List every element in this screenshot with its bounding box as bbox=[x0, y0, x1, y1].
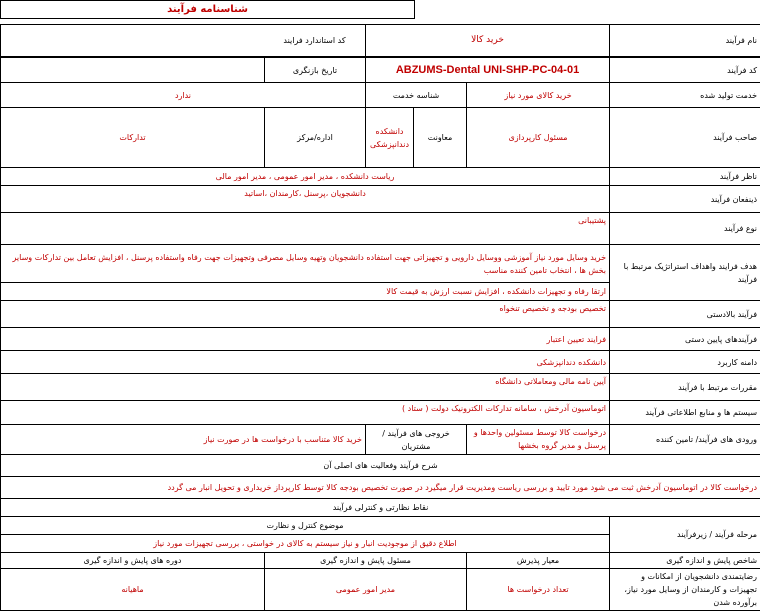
service-value: خرید کالای مورد نیاز bbox=[467, 83, 610, 108]
control-subject-value: اطلاع دقیق از موجودیت انبار و نیاز سیستم به کالای در خواستی ، بررسی تجهیزات مورد نیاز bbox=[1, 535, 610, 553]
io-input-value: درخواست کالا توسط مسئولین واحدها و پرسنل و مدیر گروه بخشها bbox=[467, 425, 610, 455]
outputs-label: خروجی های فرآیند / مشتریان bbox=[366, 425, 467, 455]
lower-label: فرآیندهای پایین دستی bbox=[610, 328, 760, 351]
process-code-value: ABZUMS-Dental UNI-SHP-PC-04-01 bbox=[366, 58, 610, 83]
faculty-value: دانشکده دندانپزشکی bbox=[366, 108, 414, 168]
owner-label: صاحب فرآیند bbox=[610, 108, 760, 168]
process-name-blank bbox=[1, 25, 366, 57]
acceptance-label: معیار پذیرش bbox=[467, 553, 610, 569]
regs-label: مقررات مرتبط با فرآیند bbox=[610, 374, 760, 401]
period-label: دوره های پایش و اندازه گیری bbox=[1, 553, 265, 569]
outputs-value: خرید کالا متناسب با درخواست ها در صورت نیاز bbox=[1, 425, 366, 455]
lower-value: فرایند تعیین اعتبار bbox=[1, 328, 610, 351]
process-table bbox=[0, 24, 760, 611]
upper-value: تخصیص بودجه و تخصیص تنخواه bbox=[1, 301, 610, 328]
description-title: شرح فرآیند وفعالیت های اصلی آن bbox=[1, 455, 760, 477]
io-label: ورودی های فرآیند/ تامین کننده bbox=[610, 425, 760, 455]
period-value: ماهیانه bbox=[1, 569, 265, 611]
dept-label: اداره/مرکز bbox=[265, 108, 366, 168]
regs-value: آیین نامه مالی ومعاملاتی دانشگاه bbox=[1, 374, 610, 401]
control-points-title: نقاط نظارتی و کنترلی فرآیند bbox=[1, 499, 760, 517]
monitor-owner-label: مسئول پایش و اندازه گیری bbox=[265, 553, 467, 569]
monitor-owner-value: مدیر امور عمومی bbox=[265, 569, 467, 611]
acceptance-value: تعداد درخواست ها bbox=[467, 569, 610, 611]
review-date-value bbox=[1, 58, 265, 83]
service-id-label: شناسه خدمت bbox=[366, 83, 467, 108]
systems-label: سیستم ها و منابع اطلاعاتی فرآیند bbox=[610, 401, 760, 425]
kpi-value: رضایتمندی دانشجویان از امکانات و تجهیزات و کارمندان از وسایل مورد نیاز، برآورده شدن bbox=[610, 569, 760, 611]
type-value: پشتیبانی bbox=[1, 213, 610, 245]
service-id-value: ندارد bbox=[1, 83, 366, 108]
stage-label: مرحله فرآیند / زیرفرآیند bbox=[610, 517, 760, 553]
owner-value: مسئول کارپردازی bbox=[467, 108, 610, 168]
stakeholders-label: ذینفعان فرآیند bbox=[610, 186, 760, 213]
goals-label: هدف فرایند واهداف استراتژیک مرتبط با فرآیند bbox=[610, 245, 760, 301]
upper-label: فرآیند بالادستی bbox=[610, 301, 760, 328]
stakeholders-value: دانشجویان ،پرسنل ،کارمندان ،اساتید bbox=[1, 186, 610, 213]
supervisor-value: ریاست دانشکده ، مدیر امور عمومی ، مدیر امور مالی bbox=[1, 168, 610, 186]
service-label: خدمت تولید شده bbox=[610, 83, 760, 108]
description-value: درخواست کالا در اتوماسیون آدرخش ثبت می شود مورد تایید و بررسی ریاست ومدیریت قرار میگیرد در صورت تخصیص بودجه کالا توسط کارپرداز خریداری و تحویل انبار می گردد bbox=[1, 477, 760, 499]
review-date-label: تاریخ بازنگری bbox=[265, 58, 366, 83]
dept-value: تدارکات bbox=[1, 108, 265, 168]
process-name-value: خرید کالا bbox=[366, 25, 610, 57]
page-title: شناسنامه فرآیند bbox=[0, 0, 415, 19]
goals-value-2: ارتقا رفاه و تجهیزات دانشکده ، افزایش نسبت ارزش به قیمت کالا bbox=[1, 283, 610, 301]
scope-value: دانشکده دندانپزشکی bbox=[1, 351, 610, 374]
deputy-label: معاونت bbox=[414, 108, 467, 168]
scope-label: دامنه کاربرد bbox=[610, 351, 760, 374]
kpi-label: شاخص پایش و اندازه گیری bbox=[610, 553, 760, 569]
control-subject-label: موضوع کنترل و نظارت bbox=[1, 517, 610, 535]
supervisor-label: ناظر فرآیند bbox=[610, 168, 760, 186]
standard-code-label: کد استاندارد فرایند bbox=[264, 24, 365, 56]
goals-value-1: خرید وسایل مورد نیاز آموزشی ووسایل دارویی و تجهیزاتی جهت استفاده دانشجویان وتهیه وسایل مصرفی وتجهیزات جهت رفاه واستفاده پرسنل ، افزایش تعامل بین تدارکات وسایر بخش ها ، انتخاب تامین کننده مناسب bbox=[1, 245, 610, 283]
process-code-label: کد فرآیند bbox=[610, 58, 760, 83]
systems-value: اتوماسیون آدرخش ، سامانه تدارکات الکترونیک دولت ( ستاد ) bbox=[1, 401, 610, 425]
type-label: نوع فرآیند bbox=[610, 213, 760, 245]
process-name-label: نام فرآیند bbox=[610, 25, 760, 57]
